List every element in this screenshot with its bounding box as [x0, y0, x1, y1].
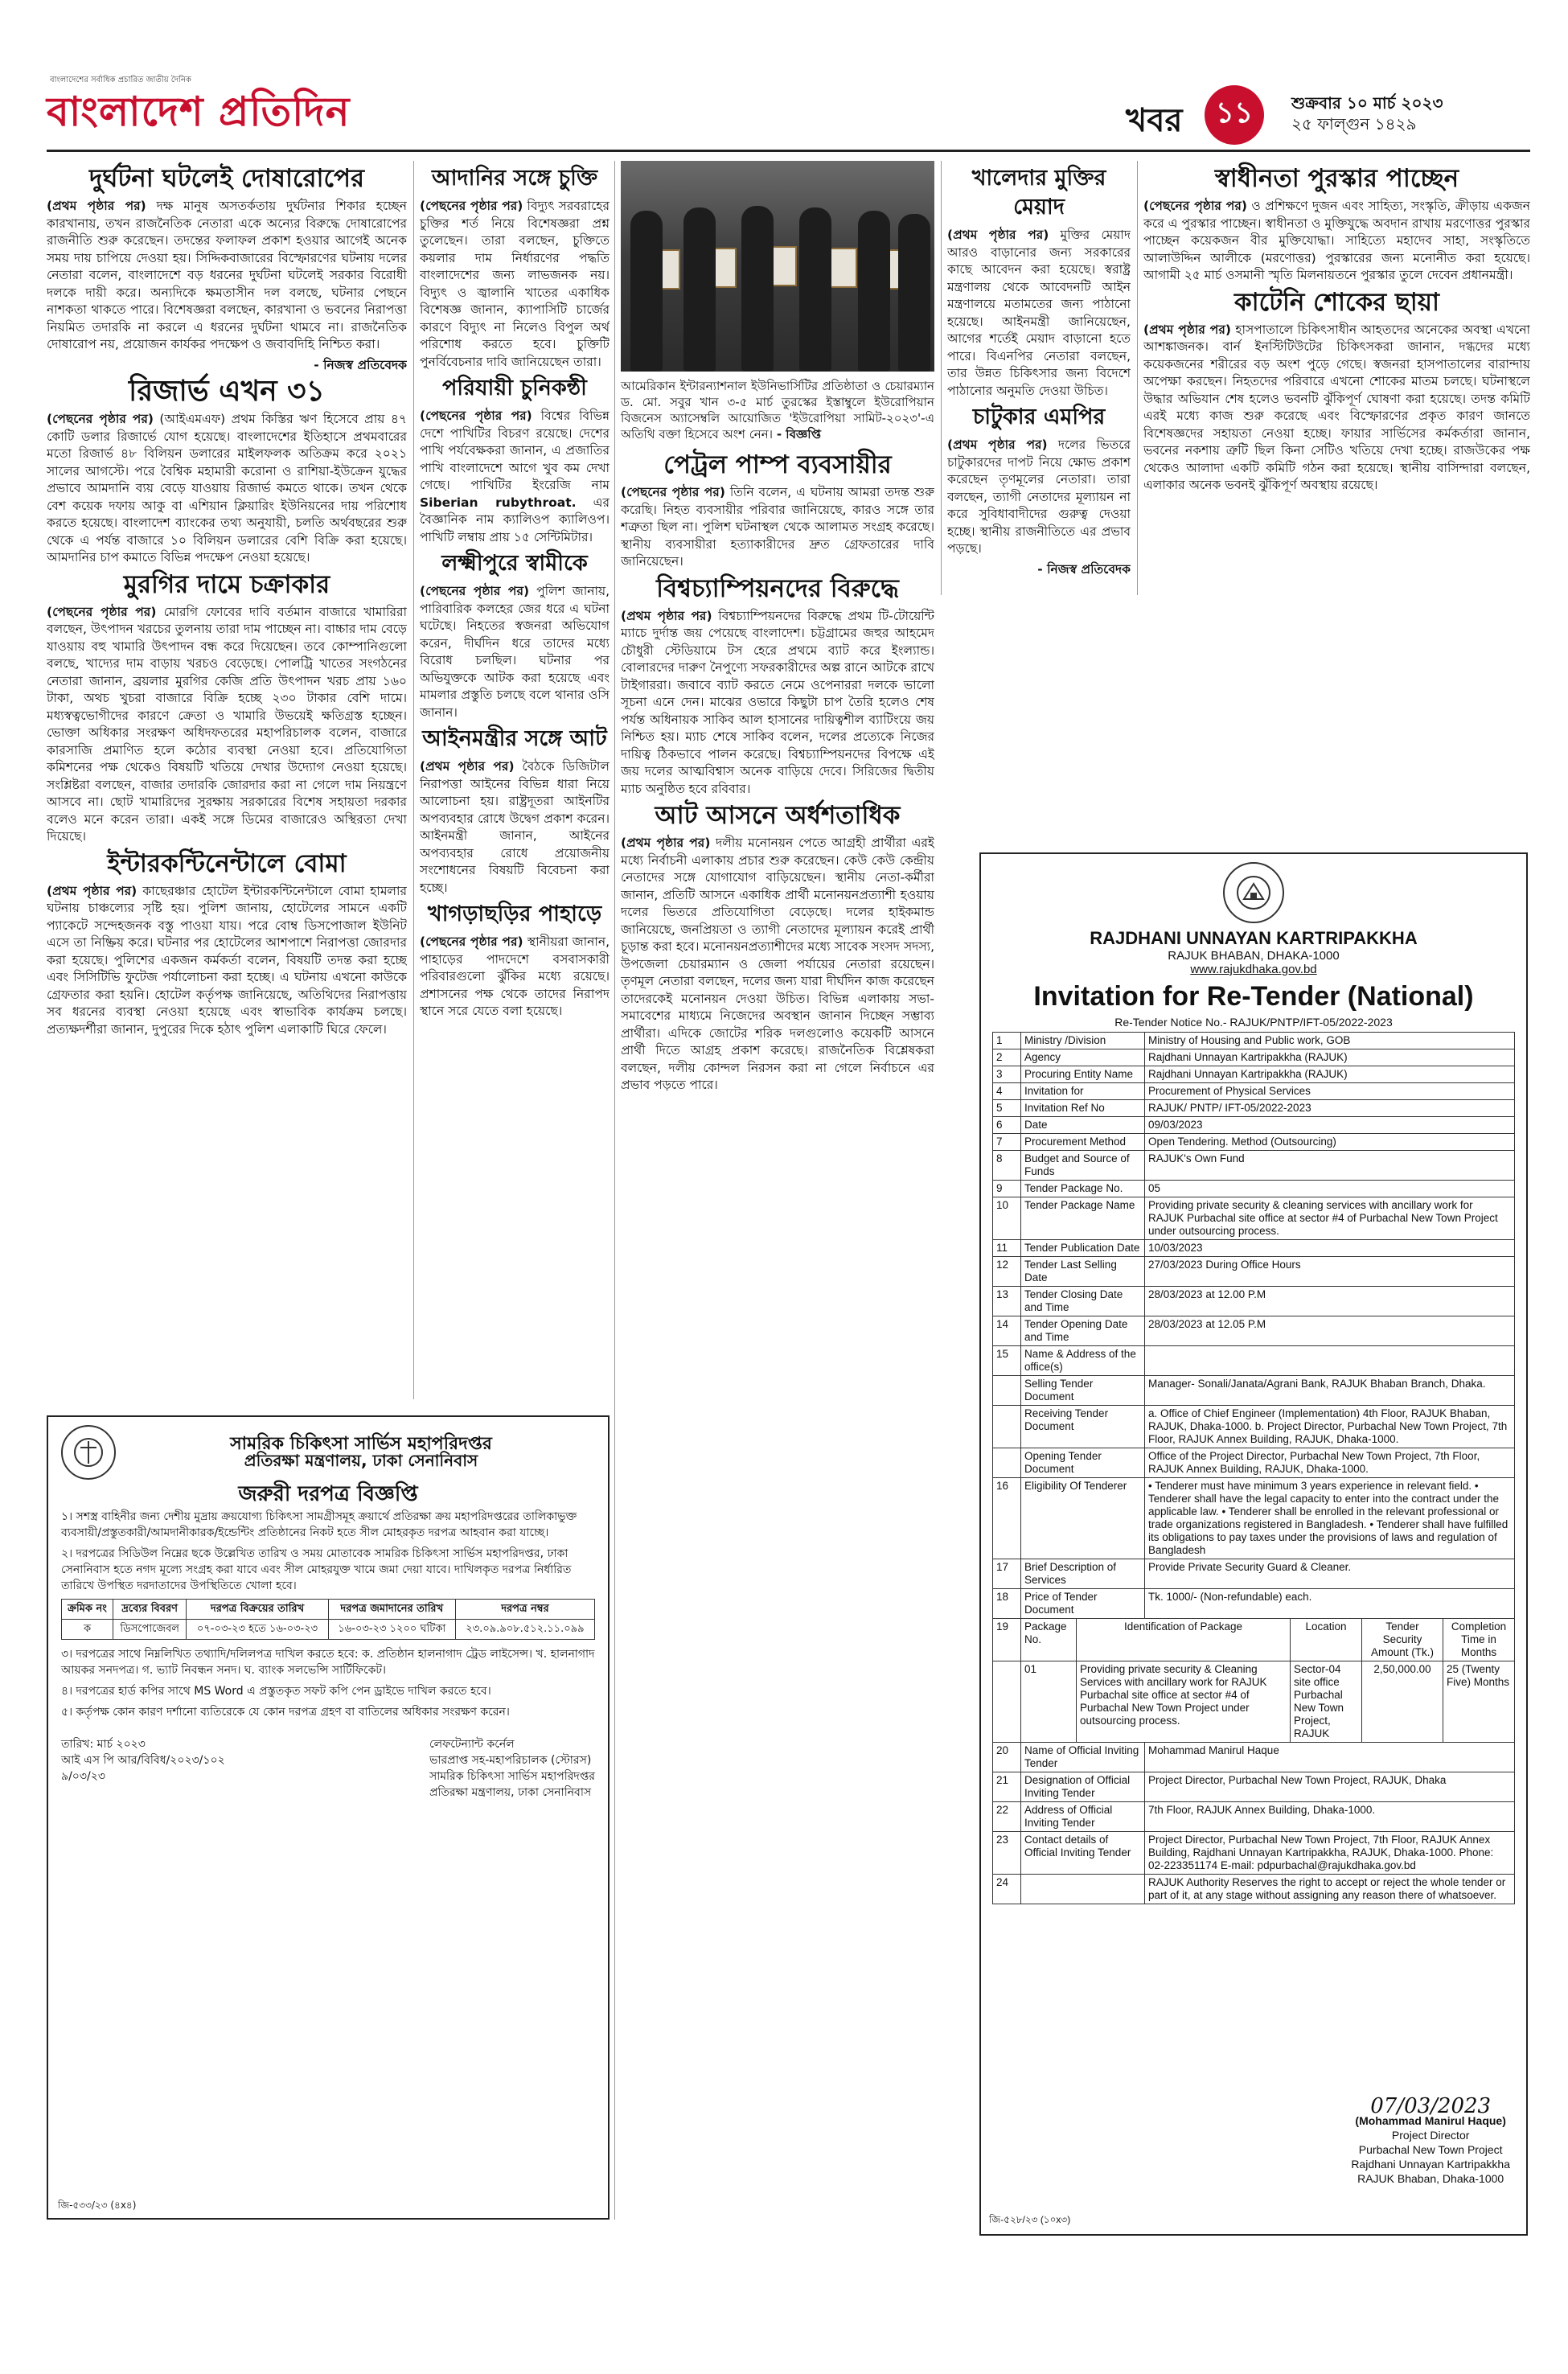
- tender-row: [993, 1066, 1515, 1083]
- row-number: 16: [993, 1478, 1021, 1559]
- row-number: [993, 1376, 1021, 1406]
- military-table: [61, 1599, 595, 1640]
- headline-sycophant-mp: চাটুকার এমপির: [972, 405, 1106, 429]
- row-number: 15: [993, 1346, 1021, 1376]
- row-label: Budget and Source of Funds: [1021, 1151, 1145, 1181]
- military-ref-date: ৯/০৩/২৩: [61, 1770, 105, 1783]
- tender-row: [993, 1478, 1515, 1559]
- row-value: [1145, 1346, 1515, 1376]
- table-header-cell: দ্রব্যের বিবরণ: [113, 1600, 187, 1620]
- row-value: Manager- Sonali/Janata/Agrani Bank, RAJUK Bhaban Branch, Dhaka.: [1145, 1376, 1515, 1406]
- row-number: 20: [993, 1743, 1021, 1772]
- headline-grief: কাটেনি শোকের ছায়া: [1233, 287, 1440, 317]
- military-title: জরুরী দরপত্র বিজ্ঞপ্তি: [238, 1482, 418, 1506]
- rajuk-org-name: RAJDHANI UNNAYAN KARTRIPAKKHA: [1090, 928, 1418, 948]
- row-value: Rajdhani Unnayan Kartripakkha (RAJUK): [1145, 1066, 1515, 1083]
- article-body: দলীয় মনোনয়ন পেতে আগ্রহী প্রার্থীরা এরই মধ্যে নির্বাচনী এলাকায় প্রচার শুরু করেছেন। কেউ কেউ কেন্দ্রীয় নেতাদের সঙ্গে যোগাযোগ বাড়িয়েছেন। স্থানীয় নেতা-কর্মীরা জানান, প্রতিটি আসনে একাধিক প্রার্থী মনোনয়নপ্রত্যাশী হওয়ায় দলের ভিতরে প্রতিযোগিতা বেড়েছে। দলের হাইকমান্ড জানিয়েছে, জনপ্রিয়তা ও ত্যাগী নেতাদের মূল্যায়ন করেই প্রার্থী চূড়ান্ত করা হবে। মনোনয়নপ্রত্যাশীদের মধ্যে সাবেক সংসদ সদস্য, উপজেলা চেয়ারম্যান ও জেলা পর্যায়ের নেতারা রয়েছেন। তৃণমূল নেতারা বলছেন, দলের জন্য যারা দীর্ঘদিন কাজ করেছেন তাদেরকেই মনোনয়ন দেওয়া উচিত। বিভিন্ন এলাকায় সভা-সমাবেশের মাধ্যমে নিজেদের অবস্থান জানান দিচ্ছেন সম্ভাব্য প্রার্থীরা। এদিকে জোটের শরিক দলগুলোও কয়েকটি আসনে প্রার্থী দিতে আগ্রহ প্রকাশ করেছে। রাজনৈতিক বিশ্লেষকরা বলছেন, দলীয় কোন্দল নিরসন করা না গেলে নির্বাচনে এর প্রভাব পড়তে পারে।: [621, 836, 934, 1092]
- row-number: 21: [993, 1772, 1021, 1802]
- headline-law-minister: আইনমন্ত্রীর সঙ্গে আট: [422, 726, 607, 751]
- military-ministry: প্রতিরক্ষা মন্ত্রণালয়, ঢাকা সেনানিবাস: [244, 1451, 478, 1470]
- date-line-bangla: ২৫ ফাল্গুন ১৪২৯: [1291, 114, 1417, 133]
- row-value: 27/03/2023 During Office Hours: [1145, 1257, 1515, 1287]
- row-label: Brief Description of Services: [1021, 1559, 1145, 1589]
- location-value: Sector-04 site office Purbachal New Town Project, RAJUK: [1291, 1661, 1362, 1743]
- table-cell: ০৭-০৩-২৩ হতে ১৬-০৩-২৩: [187, 1620, 328, 1640]
- row-value: RAJUK Authority Reserves the right to accept or reject the whole tender or part of it, at any stage without assigning any reason there of whatsoever.: [1145, 1875, 1515, 1904]
- package-value: 01: [1021, 1661, 1077, 1743]
- row-label: Tender Publication Date: [1021, 1240, 1145, 1257]
- signer-title: Project Director: [1391, 2129, 1470, 2142]
- caption-text: আমেরিকান ইন্টারন্যাশনাল ইউনিভার্সিটির প্রতিষ্ঠাতা ও চেয়ারম্যান ড. মো. সবুর খান ৩-৫ মার্চ তুরস্কের ইস্তাম্বুলে ইউরোপিয়ান বিজনেস অ্যাসেম্বলি আয়োজিত 'ইউরোপিয়া সামিট-২০২৩'-এ অতিথি বক্তা হিসেবে অংশ নেন।: [621, 379, 934, 442]
- rajuk-tender-ad: [979, 852, 1528, 2236]
- tender-row: [993, 1197, 1515, 1240]
- row-number: 24: [993, 1875, 1021, 1904]
- table-cell: ২৩.০৯.৯০৮.৫১২.১১.০৯৯: [455, 1620, 594, 1640]
- military-para-2: ২। দরপত্রের সিডিউল নিম্নের ছকে উল্লেখিত তারিখ ও সময় মোতাবেক সামরিক চিকিৎসা সার্ভিস মহাপরিদপ্তর, ঢাকা সেনানিবাস হতে নগদ মূল্যে সংগ্রহ করা যাবে এবং সীল মোহরযুক্ত খামে জমা দেয়া যাবে। দাখিলকৃত দরপত্র নির্ধারিত তারিখে উপস্থিত দরদাতাদের উপস্থিতিতে খোলা হবে।: [61, 1547, 572, 1592]
- article-body: এর বৈজ্ঞানিক নাম ক্যালিওপ ক্যালিওপ। পাখিটি লম্বায় প্রায় ১৫ সেন্টিমিটার।: [420, 495, 610, 544]
- headline-lakshmipur: লক্ষ্মীপুরে স্বামীকে: [441, 551, 588, 576]
- article-body: হাসপাতালে চিকিৎসাধীন আহতদের অনেকের অবস্থা এখনো আশঙ্কাজনক। বার্ন ইনস্টিটিউটের চিকিৎসকরা জানান, দগ্ধদের মধ্যে কয়েকজনের শরীরের বড় অংশ পুড়ে গেছে। স্বজনরা হাসপাতালের বারান্দায় অপেক্ষা করছেন। নিহতদের পরিবারে এখনো শোকের মাতম চলছে। ঘটনাস্থলে উদ্ধার অভিযান শেষ হলেও ভবনটি ঝুঁকিপূর্ণ ঘোষণা করা হয়েছে। তদন্ত কমিটি এরই মধ্যে কাজ শুরু করেছে এবং বিস্ফোরণের প্রকৃত কারণ জানতে বিশেষজ্ঞদের সহায়তা নেওয়া হচ্ছে। ফায়ার সার্ভিসের কর্মকর্তারা জানান, ভবনের নকশায় ত্রুটি ছিল কিনা সেটিও খতিয়ে দেখা হচ্ছে। রাজউকের পক্ষ থেকেও আলাদা একটি কমিটি গঠন করা হয়েছে। স্থানীয় বাসিন্দারা বলছেন, এলাকার অনেক ভবনই ঝুঁকিপূর্ণ অবস্থায় রয়েছে।: [1143, 322, 1530, 492]
- headline-intercontinental: ইন্টারকন্টিনেন্টালে বোমা: [107, 848, 347, 878]
- military-para-3: ৩। দরপত্রের সাথে নিম্নলিখিত তথ্যাদি/দলিলপত্র দাখিল করতে হবে: ক. প্রতিষ্ঠান হালনাগাদ ট্রেড লাইসেন্স। খ. হালনাগাদ আয়কর সনদপত্র। গ. ভ্যাট নিবন্ধন সনদ। ঘ. ব্যাংক সলভেন্সি সার্টিফিকেট।: [61, 1648, 595, 1677]
- row-label: Selling Tender Document: [1021, 1376, 1145, 1406]
- article-body: দলের ভিতরে চাটুকারদের দাপট নিয়ে ক্ষোভ প্রকাশ করেছেন তৃণমূলের নেতারা। তারা বলছেন, ত্যাগী নেতাদের মূল্যায়ন না করে সুবিধাবাদীদের গুরুত্ব দেওয়া হচ্ছে। স্থানীয় রাজনীতিতে এর প্রভাব পড়ছে।: [947, 437, 1131, 556]
- article-lead: (পেছনের পৃষ্ঠার পর): [420, 934, 523, 949]
- masthead-tagline: বাংলাদেশের সর্বাধিক প্রচারিত জাতীয় দৈনিক: [50, 76, 191, 84]
- tender-row: [993, 1287, 1515, 1316]
- article-signature: - নিজস্ব প্রতিবেদক: [1037, 561, 1131, 577]
- article-lead: (প্রথম পৃষ্ঠার পর): [420, 759, 515, 774]
- headline-world-champions: বিশ্বচ্যাম্পিয়নদের বিরুদ্ধে: [656, 573, 899, 603]
- row-value: 28/03/2023 at 12.00 P.M: [1145, 1287, 1515, 1316]
- row-number: 22: [993, 1802, 1021, 1832]
- row-value: Project Director, Purbachal New Town Project, 7th Floor, RAJUK Annex Building, Rajdhani Unnayan Kartripakkha, RAJUK, Dhaka-1000. Phone: 02-223351174 E-mail: pdpurbachal@rajukdhaka.gov.bd: [1145, 1832, 1515, 1875]
- row-number: 8: [993, 1151, 1021, 1181]
- signature-block: [1351, 2094, 1510, 2186]
- row-label: Price of Tender Document: [1021, 1589, 1145, 1619]
- row-label: Ministry /Division: [1021, 1033, 1145, 1049]
- row-label: Name of Official Inviting Tender: [1021, 1743, 1145, 1772]
- article-body: কাছেরঞ্চার হোটেল ইন্টারকন্টিনেন্টালে বোমা হামলার ঘটনায় চাঞ্চল্যের সৃষ্টি হয়। পুলিশ জানায়, হোটেলের সামনে একটি প্যাকেটে সন্দেহজনক বস্তু পাওয়া যায়। পরে বোম্ব ডিসপোজাল ইউনিট এসে তা নিষ্ক্রিয় করে। ঘটনার পর হোটেলের আশপাশে নিরাপত্তা জোরদার করা হয়েছে। পুলিশের একজন কর্মকর্তা বলেন, বিষয়টি তদন্ত করা হচ্ছে এবং সিসিটিভি ফুটেজ পর্যালোচনা করা হচ্ছে। এ ঘটনায় এখনো কাউকে গ্রেফতার করা হয়নি। হোটেল কর্তৃপক্ষ জানিয়েছে, অতিথিদের নিরাপত্তায় সব ধরনের ব্যবস্থা নেওয়া হয়েছে এবং স্বাভাবিক কার্যক্রম চলছে। প্রত্যক্ষদর্শীরা জানান, দুপুরের দিকে হঠাৎ পুলিশ এলাকাটি ঘিরে ফেলে।: [47, 883, 407, 1037]
- tender-row: [993, 1049, 1515, 1066]
- security-header: Tender Security Amount (Tk.): [1362, 1619, 1443, 1661]
- row-label: Eligibility Of Tenderer: [1021, 1478, 1145, 1559]
- signer-name: (Mohammad Manirul Haque): [1355, 2114, 1506, 2127]
- article-lead: (পেছনের পৃষ্ঠার পর): [1143, 199, 1247, 213]
- article-lead: (প্রথম পৃষ্ঠার পর): [947, 437, 1048, 452]
- military-emblem-icon: [61, 1425, 116, 1480]
- tender-row: [993, 1117, 1515, 1134]
- row-label: [1021, 1875, 1145, 1904]
- article-lead: (প্রথম পৃষ্ঠার পর): [1143, 322, 1231, 337]
- tender-package-table: [992, 1618, 1515, 1743]
- tender-row: [993, 1100, 1515, 1117]
- row-value: Provide Private Security Guard & Cleaner.: [1145, 1559, 1515, 1589]
- row-label: Agency: [1021, 1049, 1145, 1066]
- row-value: Project Director, Purbachal New Town Project, RAJUK, Dhaka: [1145, 1772, 1515, 1802]
- tender-row: [993, 1743, 1515, 1772]
- identification-value: Providing private security & Cleaning Services with ancillary work for RAJUK Purbachal site office at sector #4 of Purbachal New Town Project under outsourcing process.: [1077, 1661, 1291, 1743]
- row-number: 19: [993, 1619, 1021, 1661]
- military-signer: ভারপ্রাপ্ত সহ-মহাপরিচালক (স্টোরস): [429, 1754, 592, 1767]
- tender-row: [993, 1832, 1515, 1875]
- article-lead: (প্রথম পৃষ্ঠার পর): [47, 883, 138, 898]
- article-lead: (পেছনের পৃষ্ঠার পর): [47, 604, 157, 619]
- tender-row: [993, 1772, 1515, 1802]
- military-para-5: ৫। কর্তৃপক্ষ কোন কারণ দর্শানো ব্যতিরেকে যে কোন দরপত্র গ্রহণ বা বাতিলের অধিকার সংরক্ষণ করেন।: [61, 1706, 510, 1719]
- headline-eight-seats: আট আসনে অর্ধশতাধিক: [655, 801, 901, 830]
- military-signer: লেফটেন্যান্ট কর্নেল: [429, 1738, 515, 1751]
- tender-row: [993, 1240, 1515, 1257]
- row-value: RAJUK's Own Fund: [1145, 1151, 1515, 1181]
- military-signer: সামরিক চিকিৎসা সার্ভিস মহাপরিদপ্তর: [429, 1770, 595, 1783]
- row-label: Procuring Entity Name: [1021, 1066, 1145, 1083]
- article-lead: (পেছনের পৃষ্ঠার পর): [420, 199, 523, 213]
- tender-notice-no: Re-Tender Notice No.- RAJUK/PNTP/IFT-05/2022-2023: [1114, 1016, 1393, 1029]
- masthead-rule: [47, 150, 1530, 152]
- row-value: RAJUK/ PNTP/ IFT-05/2022-2023: [1145, 1100, 1515, 1117]
- tender-row: [993, 1134, 1515, 1151]
- row-value: 28/03/2023 at 12.05 P.M: [1145, 1316, 1515, 1346]
- date-line: শুক্রবার ১০ মার্চ ২০২৩: [1291, 93, 1443, 113]
- tender-row: [993, 1316, 1515, 1346]
- row-number: 7: [993, 1134, 1021, 1151]
- article-body: (আইএমএফ) প্রথম কিস্তির ঋণ হিসেবে প্রায় ৪৭ কোটি ডলার রিজার্ভে যোগ হয়েছে। বাংলাদেশের ইতিহাসে প্রথমবারের মতো রিজার্ভ ৪৮ বিলিয়ন ডলারের মাইলফলক অতিক্রম করে ২০২১ সালের আগস্টে। পরে বৈশ্বিক মহামারী করোনা ও রাশিয়া-ইউক্রেন যুদ্ধের প্রভাবে আমদানি ব্যয় বেড়ে যাওয়ায় রিজার্ভ কমতে থাকে। তখন থেকে বেশ কয়েক দফায় আকু বা এশিয়ান ক্লিয়ারিং ইউনিয়নের দায় পরিশোধ করতে হয়েছে। বাংলাদেশ ব্যাংকের তথ্য অনুযায়ী, চলতি অর্থবছরের শুরু থেকে এ পর্যন্ত বাজারে ১০ বিলিয়ন ডলারের বেশি বিক্রি করা হয়েছে। আমদানির চাপ কমাতে বিভিন্ন পদক্ষেপ নেওয়া হয়েছে।: [47, 412, 407, 565]
- article-body: ও প্রশিক্ষণে দুজন এবং সাহিত্য, সংস্কৃতি, ক্রীড়ায় একজন করে এ পুরস্কার পাচ্ছেন। স্বাধীনতা ও মুক্তিযুদ্ধে অবদান রাখায় মরণোত্তর পুরস্কার পাচ্ছেন কয়েকজন বীর মুক্তিযোদ্ধা। সাহিত্যে মহাদেব সাহা, সংস্কৃতিতে আলাউদ্দিন আলীকে (মরণোত্তর) পুরস্কারের জন্য মনোনীত করা হয়েছে। আগামী ২৫ মার্চ ওসমানী স্মৃতি মিলনায়তনে পুরস্কার তুলে দেবেন প্রধানমন্ত্রী।: [1143, 199, 1530, 282]
- row-value: Open Tendering. Method (Outsourcing): [1145, 1134, 1515, 1151]
- tender-table: [992, 1032, 1515, 1619]
- military-org: সামরিক চিকিৎসা সার্ভিস মহাপরিদপ্তর: [230, 1434, 492, 1454]
- headline-chicken-price: মুরগির দামে চক্রাকার: [123, 569, 330, 599]
- article-lead: (পেছনের পৃষ্ঠার পর): [420, 409, 532, 423]
- photo-caption: [621, 378, 934, 442]
- row-value: Providing private security & cleaning services with ancillary work for RAJUK Purbachal site office at sector #4 of Purbachal New Town Project under outsourcing process.: [1145, 1197, 1515, 1240]
- row-number: 13: [993, 1287, 1021, 1316]
- military-tender-ad: [47, 1415, 610, 2220]
- article-body: দক্ষ মানুষ অসতর্কতায় দুর্ঘটনার শিকার হচ্ছেন কারখানায়, তখন রাজনৈতিক নেতারা একে অন্যের বিরুদ্ধে দোষারোপের রাজনীতি শুরু করেছেন। তদন্তের ফলাফল প্রকাশ হওয়ার আগেই অনেক সময় দায় চাপিয়ে দেওয়া হয়। সিদ্দিকবাজারের বিস্ফোরণের ঘটনায় দলের নেতারা বলেন, বাংলাদেশে বড় ধরনের দুর্ঘটনা ঘটলেই সরকার বিরোধী দলকে দায়ী করে। অন্যদিকে ক্ষমতাসীন দল বলছে, ঘটনার পেছনে নাশকতা থাকতে পারে। বিশেষজ্ঞরা বলছেন, কারখানা ও ভবনের নিরাপত্তা নিয়মিত তদারকি না করলে এ ধরনের দুর্ঘটনা থামবে না। রাজনৈতিক দোষারোপ নয়, প্রয়োজন কার্যকর পদক্ষেপ ও জবাবদিহি নিশ্চিত করা।: [47, 199, 407, 351]
- table-header-cell: দরপত্র নম্বর: [455, 1600, 594, 1620]
- row-value: Office of the Project Director, Purbachal New Town Project, 7th Floor, RAJUK Annex Building, RAJUK, Dhaka-1000.: [1145, 1448, 1515, 1478]
- row-value: Tk. 1000/- (Non-refundable) each.: [1145, 1589, 1515, 1619]
- row-number: [993, 1448, 1021, 1478]
- row-number: [993, 1406, 1021, 1448]
- column-divider: [413, 161, 414, 1399]
- row-value: 05: [1145, 1181, 1515, 1197]
- signer-line: RAJUK Bhaban, Dhaka-1000: [1357, 2172, 1504, 2185]
- table-header-cell: ক্রমিক নং: [62, 1600, 113, 1620]
- row-label: Contact details of Official Inviting Tender: [1021, 1832, 1145, 1875]
- row-number: 14: [993, 1316, 1021, 1346]
- row-label: Tender Package No.: [1021, 1181, 1145, 1197]
- headline-independence-award: স্বাধীনতা পুরস্কার পাচ্ছেন: [1214, 164, 1459, 193]
- headline-reserve: রিজার্ভ এখন ৩১: [129, 375, 325, 408]
- military-date: তারিখ: মার্চ ২০২৩: [61, 1738, 146, 1751]
- article-body: মোরগি ফোবের দাবি বর্তমান বাজারে খামারিরা বলছেন, উৎপাদন খরচের তুলনায় তারা দাম পাচ্ছেন না। বাচ্চার দাম বেড়ে যাওয়ায় বহু খামারি উৎপাদন বন্ধ করে দিয়েছেন। তবে কোম্পানিগুলো বলছে, খাদ্যের দাম বাড়ায় খরচও বেড়েছে। পোলট্রি খাতের সংগঠনের নেতারা জানান, ব্রয়লার মুরগির কেজি প্রতি উৎপাদন খরচ প্রায় ১৬০ টাকা, অথচ খুচরা বাজারে বিক্রি হচ্ছে ২৩০ টাকার বেশি দামে। মধ্যস্বত্বভোগীদের কারণে ক্রেতা ও খামারি উভয়েই ক্ষতিগ্রস্ত হচ্ছেন। ভোক্তা অধিকার সংরক্ষণ অধিদফতরের মহাপরিচালক বলেন, বাজারে কারসাজি প্রমাণিত হলে কঠোর ব্যবস্থা নেওয়া হবে। প্রতিযোগিতা কমিশনের পক্ষ থেকেও বিষয়টি খতিয়ে দেখার উদ্যোগ নেওয়া হয়েছে। সংশ্লিষ্টরা বলছেন, বাজার তদারকি জোরদার করা না গেলে দাম নিয়ন্ত্রণে আসবে না। ছোট খামারিদের সুরক্ষায় সরকারের বিশেষ সহায়তা দরকার বলেও মনে করেন তারা। একই সঙ্গে ডিমের বাজারেও অস্থিরতা দেখা দিয়েছে।: [47, 604, 407, 844]
- row-number: 9: [993, 1181, 1021, 1197]
- tender-row: [993, 1875, 1515, 1904]
- headline-petrol-pump: পেট্রল পাম্প ব্যবসায়ীর: [663, 450, 892, 479]
- column-divider: [614, 161, 615, 2220]
- summit-photo: [621, 161, 934, 372]
- article-lead: (পেছনের পৃষ্ঠার পর): [420, 584, 530, 598]
- row-label: Tender Last Selling Date: [1021, 1257, 1145, 1287]
- row-number: 11: [993, 1240, 1021, 1257]
- tender-row: [993, 1802, 1515, 1832]
- bird-english-name: Siberian rubythroat.: [420, 495, 577, 510]
- military-para-4: ৪। দরপত্রের হার্ড কপির সাথে MS Word এ প্রস্তুতকৃত সফট কপি পেন ড্রাইভে দাখিল করতে হবে।: [61, 1685, 491, 1698]
- column-5: [1143, 161, 1530, 595]
- page-number-badge: [1205, 85, 1264, 145]
- article-body: বিশ্বের বিভিন্ন দেশে পাখিটির বিচরণ রয়েছে। দেশের পাখি পর্যবেক্ষকরা জানান, এ প্রজাতির পাখি বাংলাদেশে আগে খুব কম দেখা গেছে। পাখিটির ইংরেজি নাম: [420, 409, 610, 492]
- signer-line: Purbachal New Town Project: [1358, 2143, 1503, 2156]
- row-label: Invitation for: [1021, 1083, 1145, 1100]
- completion-header: Completion Time in Months: [1443, 1619, 1515, 1661]
- article-lead: (পেছনের পৃষ্ঠার পর): [47, 412, 154, 426]
- tender-row: [993, 1033, 1515, 1049]
- row-label: Receiving Tender Document: [1021, 1406, 1145, 1448]
- row-label: Procurement Method: [1021, 1134, 1145, 1151]
- row-number: 4: [993, 1083, 1021, 1100]
- row-value: a. Office of Chief Engineer (Implementation) 4th Floor, RAJUK Bhaban, RAJUK, Dhaka-1000. b. Project Director, Purbachal New Town Project, 7th Floor, RAJUK Annex Building, RAJUK, Dhaka-1000.: [1145, 1406, 1515, 1448]
- tender-contact-table: [992, 1742, 1515, 1904]
- tender-title: Invitation for Re-Tender (National): [1033, 981, 1474, 1012]
- table-header-cell: দরপত্র জমাদানের তারিখ: [328, 1600, 455, 1620]
- rajuk-address: RAJUK BHABAN, DHAKA-1000: [1168, 949, 1340, 963]
- article-body: বিদ্যুৎ সরবরাহের চুক্তির শর্ত নিয়ে বিশেষজ্ঞরা প্রশ্ন তুলেছেন। তারা বলছেন, চুক্তিতে কয়লার দাম নির্ধারণের পদ্ধতি বাংলাদেশের জন্য লাভজনক নয়। বিদ্যুৎ ও জ্বালানি খাতের একাধিক বিশেষজ্ঞ জানান, ক্যাপাসিটি চার্জের কারণে বিদ্যুৎ না নিলেও বিপুল অর্থ পরিশোধ করতে হবে। চুক্তিটি পুনর্বিবেচনার দাবি জানিয়েছেন তারা।: [420, 199, 610, 369]
- row-number: 10: [993, 1197, 1021, 1240]
- row-label: Address of Official Inviting Tender: [1021, 1802, 1145, 1832]
- row-label: Opening Tender Document: [1021, 1448, 1145, 1478]
- ad-code: জি-৫২৮/২৩ (১০x৩): [989, 2214, 1071, 2225]
- signer-line: Rajdhani Unnayan Kartripakkha: [1351, 2158, 1510, 2171]
- military-para-1: ১। সশস্ত্র বাহিনীর জন্য দেশীয় মুদ্রায় ক্রয়যোগ্য চিকিৎসা সামগ্রীসমূহ ক্রয়ার্থে প্রতিরক্ষা ক্রয় মহাপরিদপ্তরের তালিকাভুক্ত ব্যবসায়ী/প্রস্তুতকারী/আমদানীকারক/ইন্ডেন্টিং প্রতিষ্ঠানের নিকট হতে সীল মোহরকৃত দরপত্র আহবান করা যাচ্ছে।: [61, 1510, 577, 1539]
- table-cell: ক: [62, 1620, 113, 1640]
- row-label: Tender Opening Date and Time: [1021, 1316, 1145, 1346]
- rajuk-emblem-icon: [1223, 862, 1284, 923]
- row-value: Ministry of Housing and Public work, GOB: [1145, 1033, 1515, 1049]
- column-1: [47, 161, 407, 1399]
- military-ref: আই এস পি আর/বিবিধ/২০২৩/১০২: [61, 1754, 225, 1767]
- tender-row: [993, 1083, 1515, 1100]
- identification-header: Identification of Package: [1077, 1619, 1291, 1661]
- article-lead: (প্রথম পৃষ্ঠার পর): [621, 836, 711, 850]
- article-body: বৈঠকে ডিজিটাল নিরাপত্তা আইনের বিভিন্ন ধারা নিয়ে আলোচনা হয়। রাষ্ট্রদূতরা আইনটির অপব্যবহার রোধে উদ্বেগ প্রকাশ করেন। আইনমন্ত্রী জানান, আইনের অপব্যবহার রোধে প্রয়োজনীয় সংশোধনের বিষয়টি বিবেচনা করা হচ্ছে।: [420, 759, 610, 895]
- row-number: 23: [993, 1832, 1021, 1875]
- row-value: 7th Floor, RAJUK Annex Building, Dhaka-1000.: [1145, 1802, 1515, 1832]
- article-body: তিনি বলেন, এ ঘটনায় আমরা তদন্ত শুরু করেছি। নিহত ব্যবসায়ীর পরিবার জানিয়েছে, কারও সঙ্গে তার শত্রুতা ছিল না। পুলিশ ঘটনাস্থল থেকে আলামত সংগ্রহ করেছে। স্থানীয় ব্যবসায়ীরা হত্যাকারীদের দ্রুত গ্রেফতারের দাবি জানিয়েছেন।: [621, 485, 934, 569]
- completion-value: 25 (Twenty Five) Months: [1443, 1661, 1515, 1743]
- signature-date: 07/03/2023: [1370, 2094, 1492, 2118]
- row-label: Tender Package Name: [1021, 1197, 1145, 1240]
- article-lead: (পেছনের পৃষ্ঠার পর): [621, 485, 725, 499]
- article-body: পুলিশ জানায়, পারিবারিক কলহের জের ধরে এ ঘটনা ঘটেছে। নিহতের স্বজনরা অভিযোগ করেন, দীর্ঘদিন ধরে তাদের মধ্যে বিরোধ চলছিল। ঘটনার পর অভিযুক্তকে আটক করা হয়েছে এবং মামলার প্রস্তুতি চলছে বলে থানার ওসি জানান।: [420, 584, 610, 720]
- headline-accident-blame: দুর্ঘটনা ঘটলেই দোষারোপের: [88, 164, 365, 193]
- row-number: 6: [993, 1117, 1021, 1134]
- tender-row: [993, 1151, 1515, 1181]
- row-value: Rajdhani Unnayan Kartripakkha (RAJUK): [1145, 1049, 1515, 1066]
- headline-adani: আদানির সঙ্গে চুক্তি: [431, 166, 598, 191]
- column-2: [420, 161, 610, 1399]
- row-number: 17: [993, 1559, 1021, 1589]
- row-number: 5: [993, 1100, 1021, 1117]
- table-header-cell: দরপত্র বিক্রয়ের তারিখ: [187, 1600, 328, 1620]
- row-value: 10/03/2023: [1145, 1240, 1515, 1257]
- headline-khagrachari: খাগড়াছড়ির পাহাড়ে: [427, 902, 602, 926]
- row-value: Procurement of Physical Services: [1145, 1083, 1515, 1100]
- center-articles: [621, 447, 934, 2216]
- page-number: ১১: [1215, 97, 1254, 129]
- package-header: Package No.: [1021, 1619, 1077, 1661]
- row-number: 12: [993, 1257, 1021, 1287]
- ad-code: জি-৫৩৩/২৩ (৪x৪): [58, 2199, 137, 2211]
- article-lead: (প্রথম পৃষ্ঠার পর): [47, 199, 146, 213]
- article-body: স্থানীয়রা জানান, পাহাড়ের পাদদেশে বসবাসকারী পরিবারগুলো ঝুঁকির মধ্যে রয়েছে। প্রশাসনের পক্ষ থেকে তাদের নিরাপদ স্থানে সরে যেতে বলা হয়েছে।: [420, 934, 610, 1018]
- row-label: Tender Closing Date and Time: [1021, 1287, 1145, 1316]
- article-body: মুক্তির মেয়াদ আরও বাড়ানোর জন্য সরকারের কাছে আবেদন করা হয়েছে। স্বরাষ্ট্র মন্ত্রণালয় থেকে আবেদনটি আইন মন্ত্রণালয়ে মতামতের জন্য পাঠানো হয়েছে। আইনমন্ত্রী জানিয়েছেন, আগের শর্তেই মেয়াদ বাড়ানো হতে পারে। বিএনপির নেতারা বলছেন, তার উন্নত চিকিৎসার জন্য বিদেশে পাঠানোর অনুমতি দেওয়া উচিত।: [947, 228, 1131, 398]
- caption-signature: - বিজ্ঞপ্তি: [776, 427, 821, 442]
- section-label: খবর: [1126, 102, 1183, 139]
- row-number: 1: [993, 1033, 1021, 1049]
- column-4: [947, 161, 1131, 595]
- tender-row: [993, 1181, 1515, 1197]
- row-label: Invitation Ref No: [1021, 1100, 1145, 1117]
- article-lead: (প্রথম পৃষ্ঠার পর): [947, 228, 1049, 242]
- tender-row: [993, 1559, 1515, 1589]
- row-value: • Tenderer must have minimum 3 years experience in relevant field. • Tenderer shall have the legal capacity to enter into the contract under the applicable law. • Tenderer shall be enrolled in the relevant professional or trade organizations registered in Bangladesh. • Tenderer shall have fulfilled its obligations to pay taxes under the provisions of laws and regulation of Bangladesh: [1145, 1478, 1515, 1559]
- row-label: Designation of Official Inviting Tender: [1021, 1772, 1145, 1802]
- table-cell: ডিসপোজেবল: [113, 1620, 187, 1640]
- row-number: 3: [993, 1066, 1021, 1083]
- row-value: Mohammad Manirul Haque: [1145, 1743, 1515, 1772]
- security-value: 2,50,000.00: [1362, 1661, 1443, 1743]
- table-cell: ১৬-০৩-২৩ ১২০০ ঘটিকা: [328, 1620, 455, 1640]
- rajuk-website-link[interactable]: www.rajukdhaka.gov.bd: [1190, 963, 1317, 976]
- location-header: Location: [1291, 1619, 1362, 1661]
- newspaper-logo: বাংলাদেশ প্রতিদিন: [47, 88, 351, 135]
- column-divider: [941, 161, 942, 595]
- row-number: 18: [993, 1589, 1021, 1619]
- tender-row: [993, 1346, 1515, 1376]
- row-label: Name & Address of the office(s): [1021, 1346, 1145, 1376]
- military-signer: প্রতিরক্ষা মন্ত্রণালয়, ঢাকা সেনানিবাস: [429, 1786, 592, 1799]
- row-value: 09/03/2023: [1145, 1117, 1515, 1134]
- tender-row: [993, 1257, 1515, 1287]
- article-body: বিশ্বচ্যাম্পিয়নদের বিরুদ্ধে প্রথম টি-টোয়েন্টি ম্যাচে দুর্দান্ত জয় পেয়েছে বাংলাদেশ। চট্টগ্রামের জহুর আহমেদ চৌধুরী স্টেডিয়ামে টস হেরে প্রথমে ব্যাট করে ইংল্যান্ড। বোলারদের দারুণ নৈপুণ্যে সফরকারীদের অল্প রানে আটকে রাখে টাইগাররা। জবাবে ব্যাট করতে নেমে ওপেনাররা দলকে ভালো সূচনা এনে দেন। মাঝের ওভারে কিছুটা চাপ তৈরি হলেও শেষ পর্যন্ত অধিনায়ক সাকিব আল হাসানের দায়িত্বশীল ব্যাটিংয়ে জয় নিশ্চিত হয়। ম্যাচ শেষে সাকিব বলেন, দলের প্রত্যেকে নিজের দায়িত্ব ঠিকভাবে পালন করেছে। বিশ্বচ্যাম্পিয়নদের বিপক্ষে এই জয় দলের আত্মবিশ্বাস অনেক বাড়িয়ে দেবে। সিরিজের দ্বিতীয় ম্যাচ অনুষ্ঠিত হবে রবিবার।: [621, 608, 934, 796]
- tender-row: [993, 1376, 1515, 1406]
- tender-row: [993, 1406, 1515, 1448]
- headline-migratory-bird: পরিযায়ী চুনিকন্ঠী: [442, 376, 587, 400]
- row-number: 2: [993, 1049, 1021, 1066]
- article-lead: (প্রথম পৃষ্ঠার পর): [621, 608, 712, 623]
- tender-row: [993, 1589, 1515, 1619]
- tender-row: [993, 1448, 1515, 1478]
- row-label: Date: [1021, 1117, 1145, 1134]
- column-divider: [1137, 161, 1138, 595]
- article-signature: - নিজস্ব প্রতিবেদক: [314, 357, 407, 372]
- headline-khaleda: খালেদার মুক্তির মেয়াদ: [971, 166, 1106, 220]
